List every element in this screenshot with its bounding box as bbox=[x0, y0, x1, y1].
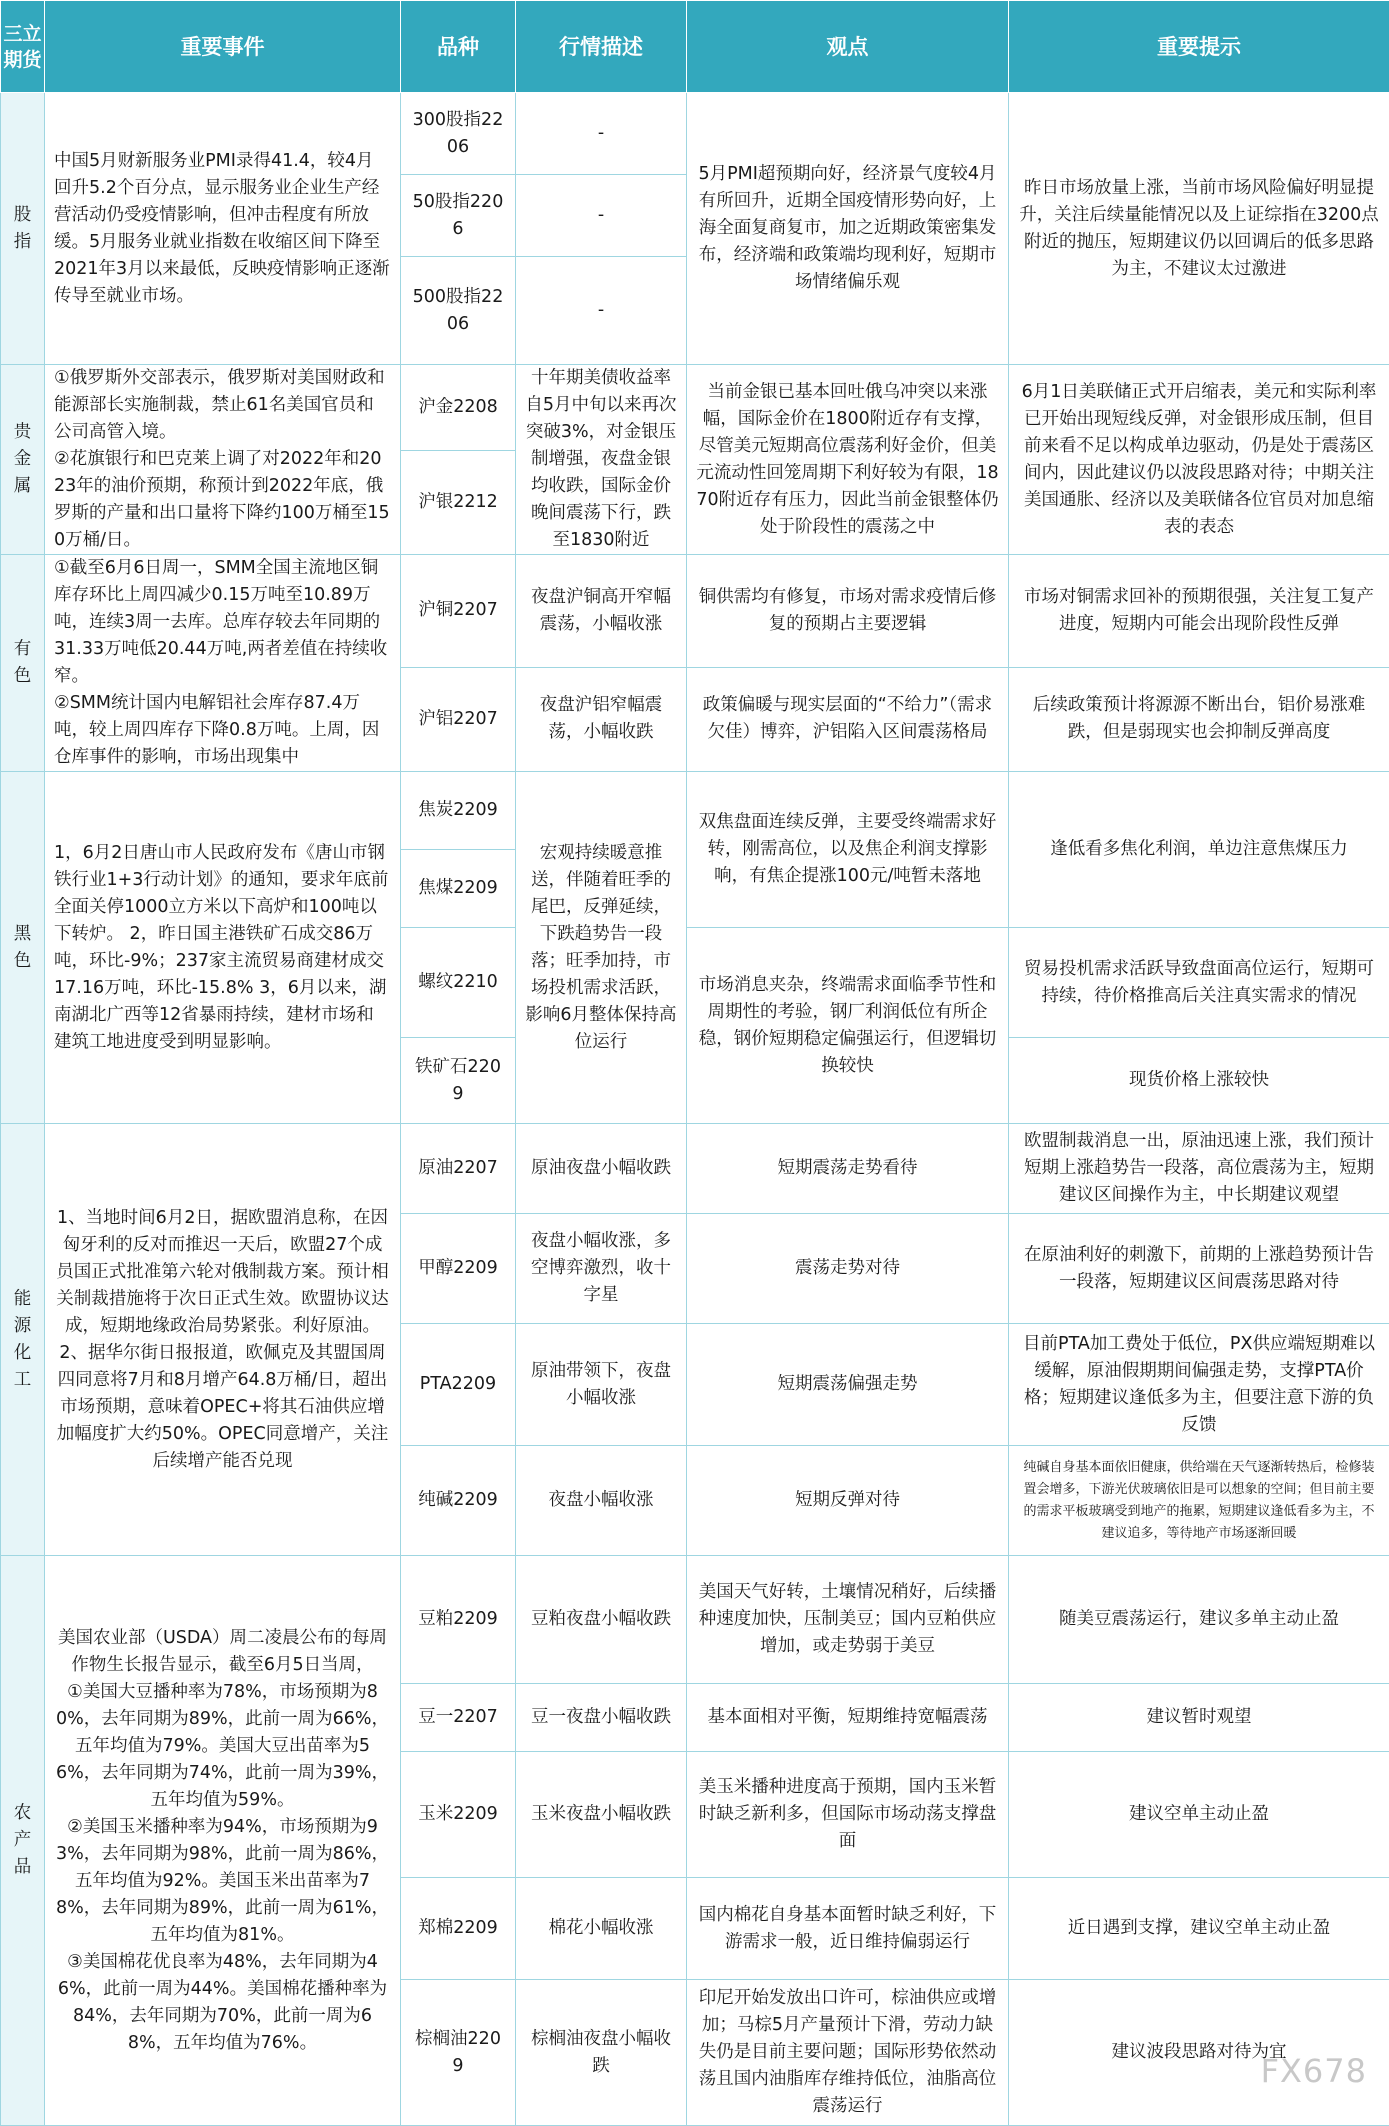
event-agri: 美国农业部（USDA）周二凌晨公布的每周作物生长报告显示，截至6月5日当周， ①美国大豆播种率为78%，市场预期为80%，去年同期为89%，此前一周为66%，五年均值为79%。美国大豆出苗率为56%，去年同期为74%，此前一周为39%，五年均值为59%。 ②美国玉米播种率为94%，市场预期为93%，去年同期为98%，此前一周为86%，五年均值为92%。美国玉米出苗率为78%，去年同期为89%，此前一周为61%，五年均值为81%。 ③美国棉花优良率为48%，去年同期为46%，此前一周为44%。美国棉花播种率为84%，去年同期为70%，此前一周为68%，五年均值为76%。 bbox=[45, 1556, 401, 2126]
tip-cell: 建议空单主动止盈 bbox=[1009, 1752, 1389, 1878]
market-cell: 豆粕夜盘小幅收跌 bbox=[516, 1556, 687, 1684]
event-black: 1，6月2日唐山市人民政府发布《唐山市钢铁行业1+3行动计划》的通知，要求年底前全面关停1000立方米以下高炉和100吨以下转炉。 2，昨日国主港铁矿石成交86万吨，环比-9%；237家主流贸易商建材成交17.16万吨，环比-15.8% 3，6月以来，湖南湖北广西等12省暴雨持续，建材市场和建筑工地进度受到明显影响。 bbox=[45, 772, 401, 1124]
variety-cell: 焦煤2209 bbox=[401, 850, 516, 928]
market-cell: 夜盘小幅收涨，多空博弈激烈，收十字星 bbox=[516, 1214, 687, 1324]
market-black: 宏观持续暖意推送，伴随着旺季的尾巴，反弹延续，下跌趋势告一段落；旺季加持，市场投机需求活跃，影响6月整体保持高位运行 bbox=[516, 772, 687, 1124]
view-black-steel: 市场消息夹杂，终端需求面临季节性和周期性的考验，钢厂利润低位有所企稳，钢价短期稳定偏强运行，但逻辑切换较快 bbox=[687, 928, 1009, 1124]
tip-precious: 6月1日美联储正式开启缩表，美元和实际利率已开始出现短线反弹，对金银形成压制，但目前来看不足以构成单边驱动，仍是处于震荡区间内，因此建议仍以波段思路对待；中期关注美国通胀、经济以及美联储各位官员对加息缩表的表态 bbox=[1009, 365, 1389, 555]
event-nonferrous: ①截至6月6日周一，SMM全国主流地区铜库存环比上周四减少0.15万吨至10.89万吨，连续3周一去库。总库存较去年同期的31.33万吨低20.44万吨,两者差值在持续收窄。 ②SMM统计国内电解铝社会库存87.4万吨，较上周四库存下降0.8万吨。上周，因仓库事件的影响，市场出现集中 bbox=[45, 555, 401, 772]
view-cell: 短期震荡偏强走势 bbox=[687, 1324, 1009, 1446]
variety-cell: 纯碱2209 bbox=[401, 1446, 516, 1556]
view-cell: 短期反弹对待 bbox=[687, 1446, 1009, 1556]
variety-cell: 螺纹2210 bbox=[401, 928, 516, 1038]
table-row bbox=[1, 93, 1389, 175]
view-cell: 短期震荡走势看待 bbox=[687, 1124, 1009, 1214]
market-cell: 原油夜盘小幅收跌 bbox=[516, 1124, 687, 1214]
header-tips: 重要提示 bbox=[1009, 1, 1389, 93]
variety-cell: 沪银2212 bbox=[401, 451, 516, 555]
header-events: 重要事件 bbox=[45, 1, 401, 93]
tip-cell: 目前PTA加工费处于低位，PX供应端短期难以缓解，原油假期期间偏强走势，支撑PTA价格；短期建议逢低多为主，但要注意下游的负反馈 bbox=[1009, 1324, 1389, 1446]
view-cell: 印尼开始发放出口许可，棕油供应或增加；马棕5月产量预计下滑，劳动力缺失仍是目前主要问题；国际形势依然动荡且国内油脂库存维持低位，油脂高位震荡运行 bbox=[687, 1980, 1009, 2126]
header-market: 行情描述 bbox=[516, 1, 687, 93]
sector-black: 黑色 bbox=[1, 772, 45, 1124]
table-row bbox=[1, 555, 1389, 668]
table-row bbox=[1, 1556, 1389, 1684]
tip-cell: 近日遇到支撑，建议空单主动止盈 bbox=[1009, 1878, 1389, 1980]
variety-cell: 甲醇2209 bbox=[401, 1214, 516, 1324]
market-cell: 夜盘沪铜高开窄幅震荡，小幅收涨 bbox=[516, 555, 687, 668]
market-cell: 棕榈油夜盘小幅收跌 bbox=[516, 1980, 687, 2126]
table-row bbox=[1, 365, 1389, 451]
view-cell: 铜供需均有修复，市场对需求疫情后修复的预期占主要逻辑 bbox=[687, 555, 1009, 668]
variety-cell: 郑棉2209 bbox=[401, 1878, 516, 1980]
variety-cell: 500股指2206 bbox=[401, 257, 516, 365]
view-cell: 震荡走势对待 bbox=[687, 1214, 1009, 1324]
tip-black-ore: 现货价格上涨较快 bbox=[1009, 1038, 1389, 1124]
view-equity: 5月PMI超预期向好，经济景气度较4月有所回升，近期全国疫情形势向好，上海全面复商复市，加之近期政策密集发布，经济端和政策端均现利好，短期市场情绪偏乐观 bbox=[687, 93, 1009, 365]
view-cell: 国内棉花自身基本面暂时缺乏利好，下游需求一般，近日维持偏弱运行 bbox=[687, 1878, 1009, 1980]
event-equity: 中国5月财新服务业PMI录得41.4，较4月回升5.2个百分点，显示服务业企业生产经营活动仍受疫情影响，但冲击程度有所放缓。5月服务业就业指数在收缩区间下降至2021年3月以来最低，反映疫情影响正逐渐传导至就业市场。 bbox=[45, 93, 401, 365]
variety-cell: 沪铜2207 bbox=[401, 555, 516, 668]
tip-black-rebar: 贸易投机需求活跃导致盘面高位运行，短期可持续，待价格推高后关注真实需求的情况 bbox=[1009, 928, 1389, 1038]
variety-cell: 豆一2207 bbox=[401, 1684, 516, 1752]
view-precious: 当前金银已基本回吐俄乌冲突以来涨幅，国际金价在1800附近存有支撑，尽管美元短期高位震荡利好金价，但美元流动性回笼周期下利好较为有限，1870附近存有压力，因此当前金银整体仍处于阶段性的震荡之中 bbox=[687, 365, 1009, 555]
variety-cell: 玉米2209 bbox=[401, 1752, 516, 1878]
variety-cell: PTA2209 bbox=[401, 1324, 516, 1446]
market-cell: - bbox=[516, 257, 687, 365]
table-row bbox=[1, 772, 1389, 850]
market-cell: 棉花小幅收涨 bbox=[516, 1878, 687, 1980]
sector-energy: 能源化工 bbox=[1, 1124, 45, 1556]
variety-cell: 豆粕2209 bbox=[401, 1556, 516, 1684]
tip-cell: 纯碱自身基本面依旧健康，供给端在天气逐渐转热后，检修装置会增多，下游光伏玻璃依旧是可以想象的空间；但目前主要的需求平板玻璃受到地产的拖累，短期建议逢低看多为主，不建议追多，等待地产市场逐渐回暖 bbox=[1009, 1446, 1389, 1556]
tip-cell: 后续政策预计将源源不断出台，铝价易涨难跌，但是弱现实也会抑制反弹高度 bbox=[1009, 667, 1389, 771]
table-row bbox=[1, 1124, 1389, 1214]
view-cell: 美国天气好转，土壤情况稍好，后续播种速度加快，压制美豆；国内豆粕供应增加，或走势弱于美豆 bbox=[687, 1556, 1009, 1684]
view-cell: 政策偏暖与现实层面的“不给力”（需求欠佳）博弈，沪铝陷入区间震荡格局 bbox=[687, 667, 1009, 771]
event-energy: 1、当地时间6月2日，据欧盟消息称，在因匈牙利的反对而推迟一天后，欧盟27个成员国正式批准第六轮对俄制裁方案。预计相关制裁措施将于次日正式生效。欧盟协议达成，短期地缘政治局势紧张。利好原油。 2、据华尔街日报报道，欧佩克及其盟国周四同意将7月和8月增产64.8万桶/日，超出市场预期，意味着OPEC+将其石油供应增加幅度扩大约50%。OPEC同意增产，关注后续增产能否兑现 bbox=[45, 1124, 401, 1556]
header-view: 观点 bbox=[687, 1, 1009, 93]
market-cell: 原油带领下，夜盘小幅收涨 bbox=[516, 1324, 687, 1446]
variety-cell: 原油2207 bbox=[401, 1124, 516, 1214]
market-cell: 豆一夜盘小幅收跌 bbox=[516, 1684, 687, 1752]
variety-cell: 沪金2208 bbox=[401, 365, 516, 451]
brand-cell: 三立期货 bbox=[1, 1, 45, 93]
tip-equity: 昨日市场放量上涨，当前市场风险偏好明显提升，关注后续量能情况以及上证综指在3200点附近的抛压，短期建议仍以回调后的低多思路为主，不建议太过激进 bbox=[1009, 93, 1389, 365]
sector-agri: 农产品 bbox=[1, 1556, 45, 2126]
variety-cell: 300股指2206 bbox=[401, 93, 516, 175]
tip-cell: 建议暂时观望 bbox=[1009, 1684, 1389, 1752]
tip-cell: 市场对铜需求回补的预期很强，关注复工复产进度，短期内可能会出现阶段性反弹 bbox=[1009, 555, 1389, 668]
view-cell: 基本面相对平衡，短期维持宽幅震荡 bbox=[687, 1684, 1009, 1752]
view-cell: 美玉米播种进度高于预期，国内玉米暂时缺乏新利多，但国际市场动荡支撑盘面 bbox=[687, 1752, 1009, 1878]
header-variety: 品种 bbox=[401, 1, 516, 93]
market-cell: 玉米夜盘小幅收跌 bbox=[516, 1752, 687, 1878]
tip-cell: 在原油利好的刺激下，前期的上涨趋势预计告一段落，短期建议区间震荡思路对待 bbox=[1009, 1214, 1389, 1324]
watermark: FX678 bbox=[1261, 2052, 1367, 2090]
market-cell: - bbox=[516, 93, 687, 175]
sector-equity: 股指 bbox=[1, 93, 45, 365]
event-precious: ①俄罗斯外交部表示，俄罗斯对美国财政和能源部长实施制裁，禁止61名美国官员和公司高管入境。 ②花旗银行和巴克莱上调了对2022年和2023年的油价预期，称预计到2022年底，俄罗斯的产量和出口量将下降约100万桶至150万桶/日。 bbox=[45, 365, 401, 555]
tip-black-coke: 逢低看多焦化利润，单边注意焦煤压力 bbox=[1009, 772, 1389, 928]
market-cell: 夜盘沪铝窄幅震荡，小幅收跌 bbox=[516, 667, 687, 771]
variety-cell: 铁矿石2209 bbox=[401, 1038, 516, 1124]
header-row bbox=[1, 1, 1389, 93]
tip-cell: 随美豆震荡运行，建议多单主动止盈 bbox=[1009, 1556, 1389, 1684]
market-precious: 十年期美债收益率自5月中旬以来再次突破3%，对金银压制增强，夜盘金银均收跌，国际金价晚间震荡下行，跌至1830附近 bbox=[516, 365, 687, 555]
variety-cell: 焦炭2209 bbox=[401, 772, 516, 850]
variety-cell: 50股指2206 bbox=[401, 175, 516, 257]
view-black-coke: 双焦盘面连续反弹，主要受终端需求好转，刚需高位，以及焦企利润支撑影响，有焦企提涨100元/吨暂未落地 bbox=[687, 772, 1009, 928]
variety-cell: 棕榈油2209 bbox=[401, 1980, 516, 2126]
market-cell: 夜盘小幅收涨 bbox=[516, 1446, 687, 1556]
market-cell: - bbox=[516, 175, 687, 257]
tip-cell: 建议波段思路对待为宜 bbox=[1009, 1980, 1389, 2126]
tip-cell: 欧盟制裁消息一出，原油迅速上涨，我们预计短期上涨趋势告一段落，高位震荡为主，短期建议区间操作为主，中长期建议观望 bbox=[1009, 1124, 1389, 1214]
sector-nonferrous: 有色 bbox=[1, 555, 45, 772]
sector-precious: 贵金属 bbox=[1, 365, 45, 555]
variety-cell: 沪铝2207 bbox=[401, 667, 516, 771]
